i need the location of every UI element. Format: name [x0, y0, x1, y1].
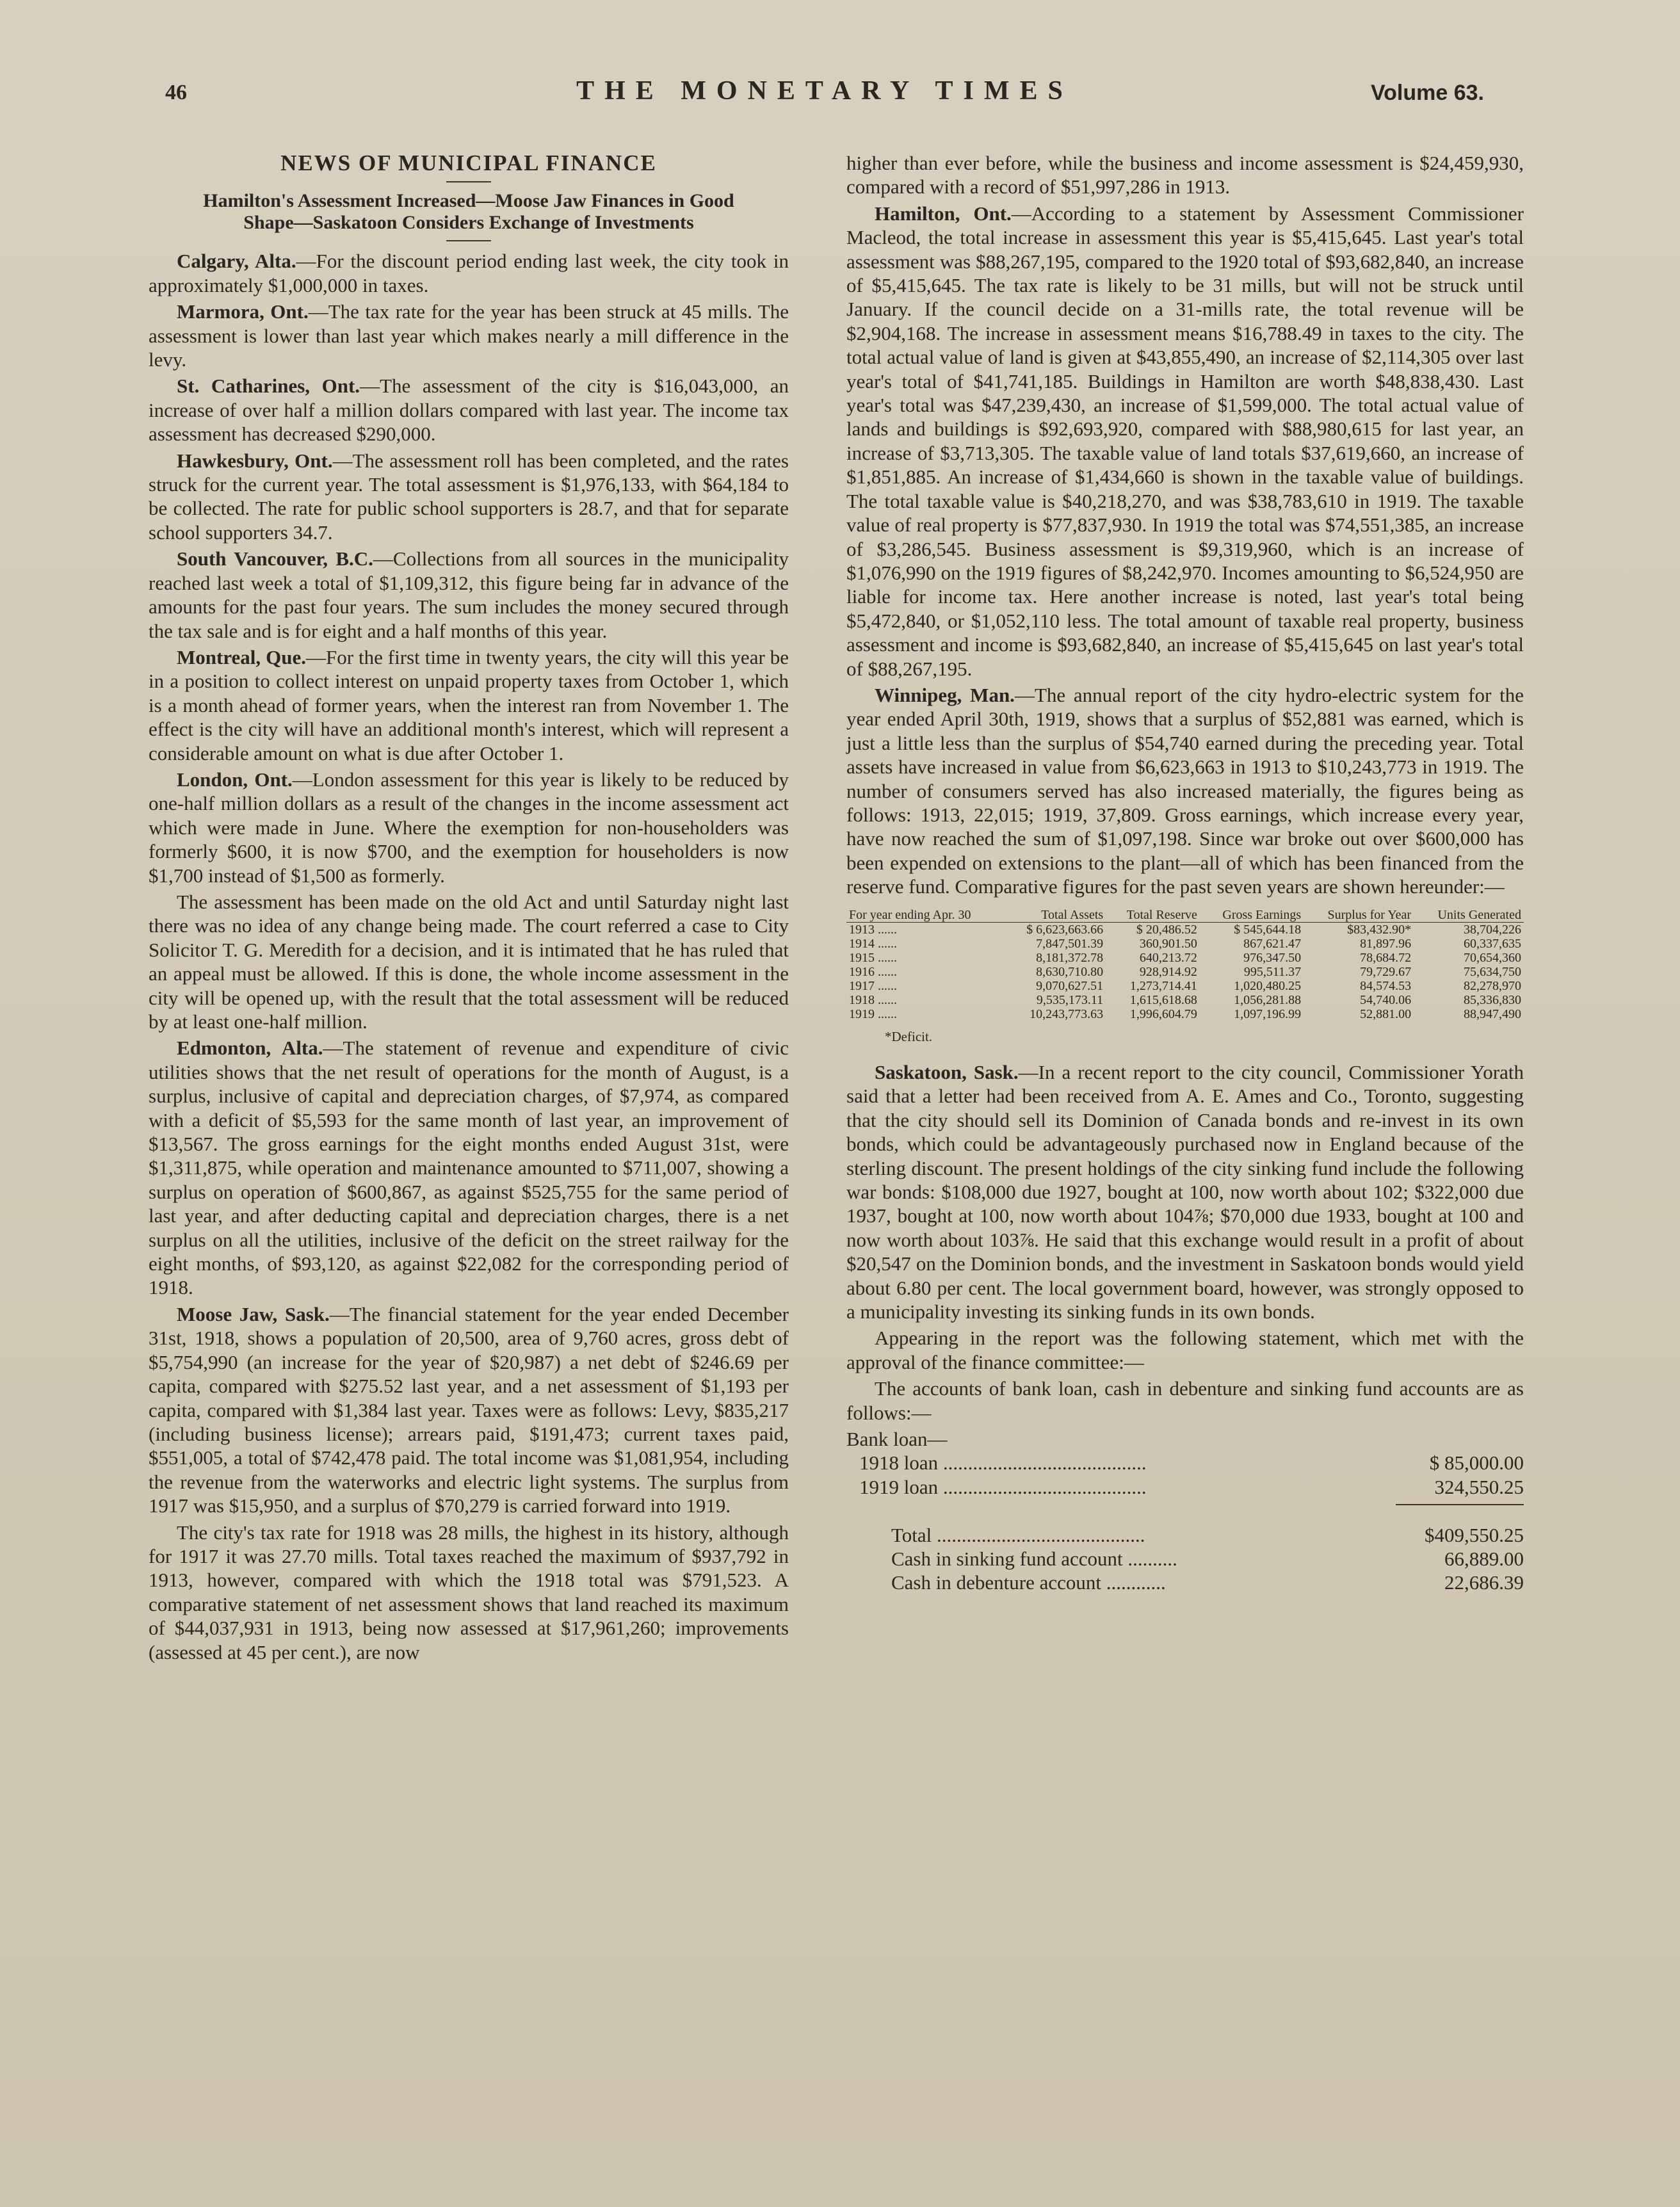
- item-hamilton: [846, 202, 1524, 681]
- table-header-cell: Units Generated: [1414, 908, 1524, 923]
- table-cell: 81,897.96: [1360, 936, 1412, 951]
- hydro-comparison-table: [846, 908, 1524, 1021]
- ledger-amount: 22,686.39: [1444, 1571, 1524, 1594]
- article-title: NEWS OF MUNICIPAL FINANCE: [280, 150, 657, 175]
- table-cell: 1,615,618.68: [1129, 992, 1197, 1007]
- ledger-amount: $ 85,000.00: [1429, 1451, 1524, 1475]
- item-text: —For the first time in twenty years, the city will this year be in a position to collect interest on unpaid property taxes from October 1, which is a month ahead of former years, when the interest ran from November 1. The effect is the city will have an additional month's interest, which will represent a considerable amount on what is due after October 1.: [149, 645, 789, 764]
- table-header-cell: Surplus for Year: [1304, 908, 1414, 923]
- ledger-row: [846, 1523, 1524, 1547]
- table-cell: 1916 ......: [849, 964, 897, 979]
- item-text: —The assessment roll has been completed, and the rates struck for the current year. The total assessment is $1,976,133, with $64,184 to be collected. The rate for public school supporters is 28.7, and that for separate school supporters 34.7.: [149, 449, 789, 544]
- item-text: —According to a statement by Assessment Commissioner Macleod, the total increase in assessment this year is $5,415,645. Last year's total assessment was $88,267,195, compared to the 1920 total of $93,682,840, an increase of $5,415,645. The tax rate is likely to be 31 mills, but will not be struck until January. If the council decide on a 31-mills rate, the total revenue will be $2,904,168. The increase in assessment means $16,788.49 in taxes to the city. The total actual value of land is given at $43,855,490, an increase of $2,114,305 over last year's total of $41,741,185. Buildings in Hamilton are worth $48,838,430. Last year's total was $47,239,430, an increase of $1,599,000. The total actual value of lands and buildings is $92,693,920, compared with $88,980,615 for last year, an increase of $3,713,305. The taxable value of land totals $37,619,660, an increase of $1,851,885. An increase of $1,434,660 is shown in the taxable value of buildings. The total taxable value is $40,218,270, and was $38,783,610 in 1919. The taxable value of real property is $77,837,930. In 1919 the total was $74,551,385, an increase of $3,286,545. Business assessment is $9,319,960, which is an increase of $1,076,990 on the 1919 figures of $8,242,970. Incomes amounting to $6,524,950 are liable for income tax. Here another increase is noted, last year's total being $5,472,840, or $1,052,110 less. The total amount of taxable real property, business assessment and income is $93,682,840, an increase of $5,415,645 on last year's total of $88,267,195.: [846, 202, 1524, 680]
- table-cell: 84,574.53: [1360, 978, 1412, 993]
- ledger-label: Bank loan—: [846, 1428, 948, 1451]
- item-text: —The financial statement for the year ended December 31st, 1918, shows a population of 20,500, area of 9,760 acres, gross debt of $5,754,990 (an increase for the year of $20,987) a net debt of $246.69 per capita, compared with $275.52 last year, and a net assessment of $1,193 per capita, compared with $1,384 last year. Taxes were as follows: Levy, $835,217 (including business license); arrears paid, $191,473; current taxes paid, $551,005, a total of $742,478 paid. The total income was $1,081,954, including the revenue from the waterworks and electric light systems. The surplus from 1917 was $15,950, and a surplus of $70,279 is carried forward into 1919.: [149, 1302, 789, 1517]
- table-cell: $ 6,623,663.66: [1026, 922, 1104, 937]
- table-header-cell: For year ending Apr. 30: [846, 908, 1004, 923]
- item-text: —For the discount period ending last week, the city took in approximately $1,000,000 in taxes.: [149, 250, 789, 296]
- table-cell: 9,070,627.51: [1036, 978, 1104, 993]
- table-cell: 1,097,196.99: [1234, 1006, 1302, 1021]
- item-text: —In a recent report to the city council, Commissioner Yorath said that a letter had been received from A. E. Ames and Co., Toronto, suggesting that the city should sell its Dominion of Canada bonds and re-invest in its own bonds, which could be advantageously purchased now in England because of the sterling discount. The present holdings of the city sinking fund include the following war bonds: $108,000 due 1927, bought at 100, now worth about 102; $322,000 due 1937, bought at 100, now worth about 104⅞; $70,000 due 1933, bought at 100 and now worth about 103⅞. He said that this exchange would result in a profit of about $20,547 on the Dominion bonds, and the investment in Saskatoon bonds would yield about 6.80 per cent. The local government board, however, was strongly opposed to a municipality investing its sinking funds in its own bonds.: [846, 1061, 1524, 1323]
- item-lead: Saskatoon, Sask.: [875, 1061, 1019, 1083]
- item-hawkesbury: [149, 449, 789, 545]
- table-cell: 1,996,604.79: [1129, 1006, 1197, 1021]
- item-lead: South Vancouver, B.C.: [177, 547, 373, 570]
- item-text: —Collections from all sources in the municipality reached last week a total of $1,109,312, this figure being far in advance of the amounts for the past four years. The sum includes the money secured through the tax sale and is for eight and a half months of this year.: [149, 547, 789, 642]
- table-header-cell: Gross Earnings: [1200, 908, 1304, 923]
- item-marmora: [149, 300, 789, 371]
- table-cell: 1917 ......: [849, 978, 897, 993]
- item-saskatoon: [846, 1060, 1524, 1323]
- table-cell: 1915 ......: [849, 950, 897, 965]
- item-lead: Hawkesbury, Ont.: [177, 449, 333, 472]
- ledger-row: [846, 1475, 1524, 1499]
- page-header: [165, 76, 1484, 120]
- volume-label: Volume 63.: [1371, 81, 1484, 105]
- ledger-label: Cash in sinking fund account ..........: [891, 1548, 1177, 1571]
- subtitle-rule: [446, 240, 491, 241]
- item-lead: Marmora, Ont.: [177, 300, 309, 323]
- table-cell: 82,278,970: [1464, 978, 1521, 993]
- item-lead: St. Catharines, Ont.: [177, 375, 360, 398]
- item-south-vancouver: [149, 547, 789, 643]
- table-cell: 8,630,710.80: [1036, 964, 1104, 979]
- table-row: [846, 922, 1524, 937]
- table-cell: 79,729.67: [1360, 964, 1412, 979]
- table-cell: 60,337,635: [1464, 936, 1521, 951]
- table-row: [846, 951, 1524, 965]
- table-cell: 8,181,372.78: [1036, 950, 1104, 965]
- item-lead: Calgary, Alta.: [177, 250, 296, 273]
- ledger-amount: 324,550.25: [1434, 1475, 1524, 1498]
- masthead: THE MONETARY TIMES: [576, 76, 1073, 106]
- table-cell: 7,847,501.39: [1036, 936, 1104, 951]
- article-subtitle: Hamilton's Assessment Increased—Moose Jaw Finances in Good Shape—Saskatoon Considers Exchange of Investments: [203, 190, 734, 234]
- item-text: —The annual report of the city hydro-electric system for the year ended April 30th, 1919, shows that a surplus of $52,881 was earned, which is just a little less than the surplus of $54,740 earned during the preceding year. Total assets have increased in value from $6,623,663 in 1913 to $10,243,773 in 1919. The number of consumers served has also increased materially, the figures being as follows: 1913, 22,015; 1919, 37,809. Gross earnings, which increase every year, have now reached the sum of $1,097,198. Since war broke out over $600,000 has been expended on extensions to the plant—all of which has been financed from the reserve fund. Comparative figures for the past seven years are shown hereunder:—: [846, 683, 1524, 898]
- table-cell: 38,704,226: [1464, 922, 1521, 937]
- table-cell: $ 545,644.18: [1234, 922, 1302, 937]
- table-cell: 1,273,714.41: [1129, 978, 1197, 993]
- ledger-label: Cash in debenture account ............: [891, 1571, 1166, 1594]
- title-rule: [446, 181, 491, 182]
- table-cell: 976,347.50: [1243, 950, 1302, 965]
- table-cell: 75,634,750: [1464, 964, 1521, 979]
- sum-rule: [1396, 1504, 1524, 1505]
- item-london-continued: The assessment has been made on the old Act and until Saturday night last there was no idea of any change being made. The court referred a case to City Solicitor T. G. Meredith for a decision, and it is intimated that he has ruled that an appeal must be allowed. If this is done, the whole income assessment in the city will be opened up, with the result that the total assessment will be reduced by at least one-half million.: [149, 890, 789, 1033]
- item-text: —The statement of revenue and expenditure of civic utilities shows that the net result of operations for the month of August, is a surplus, inclusive of capital and depreciation charges, of $7,974, as compared with a deficit of $5,593 for the same month of last year, an improvement of $13,567. The gross earnings for the eight months ended August 31st, were $1,311,875, while operation and maintenance amounted to $711,007, showing a surplus on operation of $600,867, as against $525,755 for the same period of last year, and after deducting capital and depreciation charges, there is a net surplus on all the utilities, inclusive of the deficit on the street railway for the eight months, of $93,120, as against $22,082 for the corresponding period of 1918.: [149, 1037, 789, 1299]
- item-lead: Winnipeg, Man.: [875, 683, 1015, 706]
- table-cell: 10,243,773.63: [1030, 1006, 1104, 1021]
- table-cell: 360,901.50: [1139, 936, 1197, 951]
- left-column: [149, 151, 789, 1667]
- table-cell: $ 20,486.52: [1136, 922, 1197, 937]
- table-header-cell: Total Assets: [1004, 908, 1106, 923]
- table-cell: 85,336,830: [1464, 992, 1521, 1007]
- right-column: [846, 151, 1524, 1595]
- table-cell: 1914 ......: [849, 936, 897, 951]
- item-accounts-intro: The accounts of bank loan, cash in debenture and sinking fund accounts are as follows:—: [846, 1377, 1524, 1424]
- item-lead: London, Ont.: [177, 768, 293, 791]
- item-moose-jaw-continued: The city's tax rate for 1918 was 28 mills, the highest in its history, although for 1917 it was 27.70 mills. Total taxes reached the maximum of $937,792 in 1913, however, compared with which the 1918 total was $791,523. A comparative statement of net assessment shows that land reached its maximum of $44,037,931 in 1913, being now assessed at $17,961,260; improvements (assessed at 45 per cent.), are now: [149, 1521, 789, 1663]
- item-lead: Hamilton, Ont.: [875, 202, 1012, 225]
- table-cell: $83,432.90*: [1347, 922, 1412, 937]
- table-header-cell: Total Reserve: [1106, 908, 1200, 923]
- item-lead: Montreal, Que.: [177, 645, 306, 668]
- table-cell: 1,020,480.25: [1234, 978, 1302, 993]
- ledger-label: 1918 loan .........................................: [859, 1451, 1147, 1475]
- table-cell: 88,947,490: [1464, 1006, 1521, 1021]
- item-london: [149, 768, 789, 887]
- item-appearing: Appearing in the report was the following statement, which met with the approval of the finance committee:—: [846, 1327, 1524, 1373]
- accounts-ledger: [846, 1427, 1524, 1595]
- item-moose-jaw: [149, 1302, 789, 1518]
- table-footnote: *Deficit.: [885, 1028, 933, 1044]
- item-lead: Moose Jaw, Sask.: [177, 1302, 330, 1325]
- table-row: [846, 979, 1524, 993]
- table-cell: 867,621.47: [1243, 936, 1302, 951]
- item-winnipeg: [846, 683, 1524, 899]
- table-row: [846, 937, 1524, 951]
- ledger-row: [846, 1547, 1524, 1571]
- table-cell: 78,684.72: [1360, 950, 1412, 965]
- item-st-catharines: [149, 374, 789, 446]
- table-cell: 52,881.00: [1360, 1006, 1412, 1021]
- table-cell: 928,914.92: [1139, 964, 1197, 979]
- table-cell: 1918 ......: [849, 992, 897, 1007]
- item-text: —The tax rate for the year has been struck at 45 mills. The assessment is lower than last year which makes nearly a mill difference in the levy.: [149, 300, 789, 371]
- table-cell: 640,213.72: [1139, 950, 1197, 965]
- item-montreal: [149, 645, 789, 765]
- table-cell: 9,535,173.11: [1036, 992, 1104, 1007]
- ledger-divider: [846, 1499, 1524, 1523]
- table-row: [846, 1007, 1524, 1021]
- table-body: [846, 922, 1524, 1021]
- page-number: 46: [165, 81, 187, 104]
- table-cell: 54,740.06: [1360, 992, 1412, 1007]
- table-cell: 70,654,360: [1464, 950, 1521, 965]
- item-calgary: [149, 249, 789, 297]
- table-cell: 1,056,281.88: [1234, 992, 1302, 1007]
- item-edmonton: [149, 1036, 789, 1299]
- ledger-row: [846, 1571, 1524, 1594]
- table-header-row: [846, 908, 1524, 923]
- table-cell: 995,511.37: [1243, 964, 1302, 979]
- table-cell: 1913 ......: [849, 922, 897, 937]
- ledger-row: [846, 1451, 1524, 1475]
- table-row: [846, 993, 1524, 1007]
- ledger-amount: $409,550.25: [1425, 1523, 1524, 1546]
- item-text: —The assessment of the city is $16,043,000, an increase of over half a million dollars compared with last year. The income tax assessment has decreased $290,000.: [149, 375, 789, 446]
- item-continued-from-left: higher than ever before, while the business and income assessment is $24,459,930, compared with a record of $51,997,286 in 1913.: [846, 152, 1524, 198]
- item-text: —London assessment for this year is likely to be reduced by one-half million dollars as a result of the changes in the income assessment act which were made in June. Where the exemption for non-householders was formerly $600, it is now $700, and the exemption for householders is now $1,700 instead of $1,500 as formerly.: [149, 768, 789, 887]
- item-lead: Edmonton, Alta.: [177, 1037, 323, 1060]
- table-cell: 1919 ......: [849, 1006, 897, 1021]
- ledger-label: Total ..........................................: [891, 1523, 1145, 1546]
- ledger-amount: 66,889.00: [1444, 1548, 1524, 1571]
- ledger-label: 1919 loan .........................................: [859, 1475, 1147, 1498]
- table-row: [846, 965, 1524, 979]
- ledger-row: [846, 1427, 1524, 1451]
